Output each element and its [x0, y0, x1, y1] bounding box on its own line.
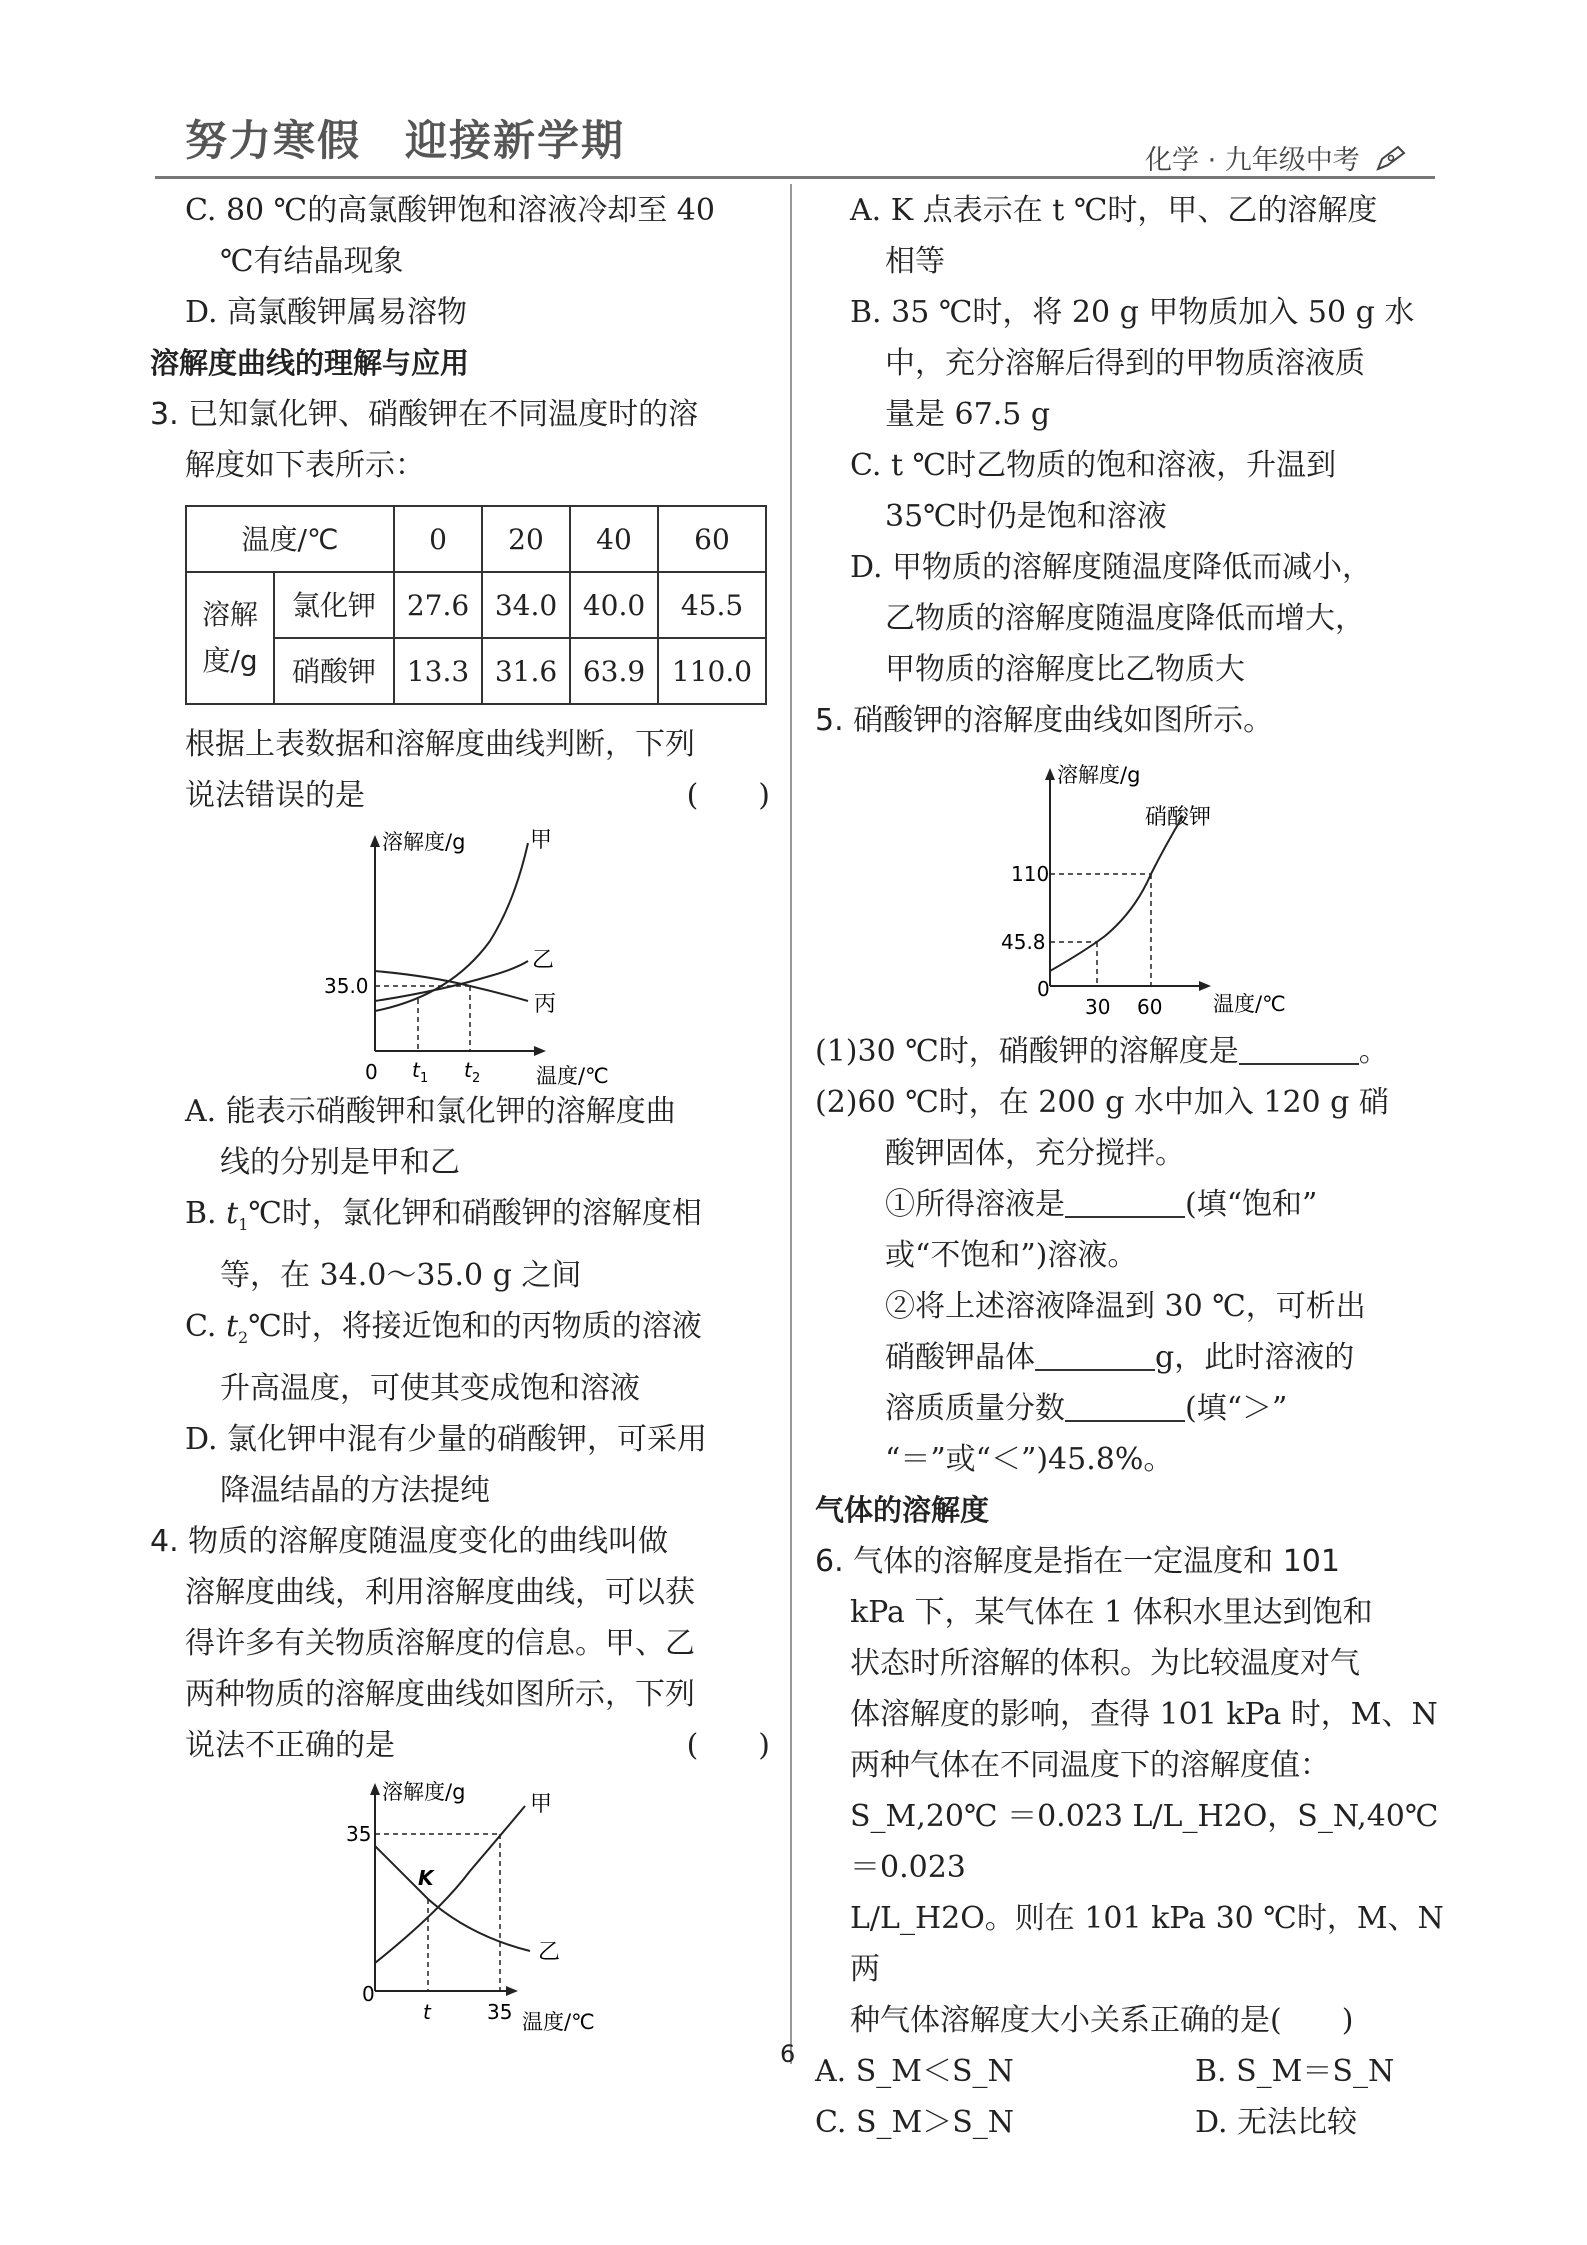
- q2-option-c-line1: C. 80 ℃的高氯酸钾饱和溶液冷却至 40: [185, 193, 715, 228]
- graph1-t1-sub: 1: [420, 1071, 429, 1086]
- answer-paren: ( ): [686, 778, 770, 813]
- q5-part2-line2: 酸钾固体，充分搅拌。: [885, 1136, 1185, 1171]
- q6-option-a: A. S_M＜S_N: [815, 2054, 1014, 2089]
- q3-ask-line1: 根据上表数据和溶解度曲线判断，下列: [185, 727, 695, 762]
- table-temp: 40: [570, 506, 658, 572]
- graph1-t2: t: [464, 1058, 472, 1082]
- q6-option-d: D. 无法比较: [1195, 2105, 1358, 2140]
- q6-options-row1: [815, 2046, 1445, 2097]
- table-row-name: 氯化钾: [274, 572, 394, 638]
- header-divider: [155, 176, 1435, 179]
- table-cell: 45.5: [658, 572, 766, 638]
- q5-part2-line1: (2)60 ℃时，在 200 g 水中加入 120 g 硝: [815, 1085, 1389, 1120]
- graph2-ymark: 35: [346, 1822, 372, 1846]
- q6-option-b: B. S_M＝S_N: [1195, 2054, 1395, 2089]
- table-header-row: [186, 506, 766, 572]
- q4-stem-line1: 4. 物质的溶解度随温度变化的曲线叫做: [150, 1524, 669, 1559]
- q6-line4: 体溶解度的影响，查得 101 kPa 时，M、N: [850, 1697, 1438, 1732]
- graph3-curve-label: 硝酸钾: [1145, 805, 1212, 830]
- graph3-y110: 110: [1011, 862, 1050, 886]
- table-cell: 27.6: [394, 572, 482, 638]
- q5-sub1-line2: 或“不饱和”)溶液。: [885, 1238, 1138, 1273]
- table-row-name: 硝酸钾: [274, 638, 394, 704]
- q5-sub2-line3: 溶质质量分数 (填“＞”: [885, 1391, 1288, 1426]
- q4-stem-line3: 得许多有关物质溶解度的信息。甲、乙: [185, 1626, 695, 1661]
- graph1-ylabel: 溶解度/g: [382, 830, 466, 854]
- graph2-jia: 甲: [530, 1792, 553, 1817]
- q5-sub2-line1: ②将上述溶液降温到 30 ℃，可析出: [885, 1289, 1366, 1324]
- q3-option-b-line1: B. $t_1℃$时，氯化钾和硝酸钾的溶解度相: [185, 1196, 702, 1234]
- q6-line7: L/L_H2O。则在 101 kPa 30 ℃时，M、N 两: [850, 1901, 1444, 1987]
- q5-stem: 5. 硝酸钾的溶解度曲线如图所示。: [815, 703, 1274, 738]
- pen-icon: [1374, 143, 1408, 173]
- q4-option-d-line3: 甲物质的溶解度比乙物质大: [885, 652, 1245, 687]
- q4-stem-line2: 溶解度曲线，利用溶解度曲线，可以获: [185, 1575, 695, 1610]
- header-title: 努力寒假 迎接新学期: [185, 116, 626, 165]
- solubility-graph-2: [150, 1771, 770, 2031]
- q3-option-c-line1: C. $t_2℃$时，将接近饱和的丙物质的溶液: [185, 1309, 702, 1347]
- table-temp: 20: [482, 506, 570, 572]
- q6-line1: 6. 气体的溶解度是指在一定温度和 101: [815, 1544, 1340, 1579]
- q5-sub2-line4: “＝”或“＜”)45.8%。: [885, 1442, 1174, 1477]
- q2-option-c-line2: ℃有结晶现象: [220, 244, 404, 279]
- q4-option-b-line3: 量是 67.5 g: [885, 397, 1051, 432]
- graph3-xlabel: 温度/℃: [1213, 992, 1286, 1016]
- graph1-t2-sub: 2: [472, 1071, 481, 1086]
- q6-line5: 两种气体在不同温度下的溶解度值：: [850, 1748, 1330, 1783]
- table-temp: 0: [394, 506, 482, 572]
- table-cell: 34.0: [482, 572, 570, 638]
- q6-line3: 状态时所溶解的体积。为比较温度对气: [850, 1646, 1360, 1681]
- section-heading-curves: 溶解度曲线的理解与应用: [150, 346, 470, 380]
- graph1-origin: 0: [365, 1060, 378, 1084]
- section-heading-gas: 气体的溶解度: [815, 1493, 990, 1527]
- column-divider: [790, 184, 792, 2064]
- table-row: [186, 572, 766, 638]
- q4-option-b-line1: B. 35 ℃时，将 20 g 甲物质加入 50 g 水: [850, 295, 1415, 330]
- header-subject: [1145, 138, 1408, 177]
- right-column: [815, 185, 1445, 2148]
- q3-stem-line1: 3. 已知氯化钾、硝酸钾在不同温度时的溶: [150, 397, 699, 432]
- q4-option-c-line2: 35℃时仍是饱和溶液: [885, 499, 1167, 534]
- graph1-t1: t: [412, 1058, 420, 1082]
- q6-line6: S_M,20℃ ＝0.023 L/L_H2O，S_N,40℃ ＝0.023: [850, 1799, 1439, 1885]
- table-cell: 110.0: [658, 638, 766, 704]
- q6-options-row2: [815, 2097, 1445, 2148]
- graph1-bing: 丙: [534, 992, 557, 1017]
- answer-blank: [1035, 1339, 1155, 1371]
- q6-line8: 种气体溶解度大小关系正确的是( ): [850, 2003, 1354, 2038]
- graph1-jia: 甲: [530, 828, 553, 853]
- q4-option-a-line1: A. K 点表示在 t ℃时，甲、乙的溶解度: [850, 193, 1378, 228]
- q4-stem-line5: 说法不正确的是 ( ): [150, 1720, 770, 1771]
- q4-option-d-line2: 乙物质的溶解度随温度降低而增大，: [885, 601, 1365, 636]
- solubility-table: [185, 505, 767, 705]
- q3-option-b-line2: 等，在 34.0～35.0 g 之间: [220, 1258, 582, 1293]
- table-cell: 63.9: [570, 638, 658, 704]
- header-subject-text: 化学 · 九年级中考: [1145, 145, 1360, 176]
- q4-option-d-line1: D. 甲物质的溶解度随温度降低而减小，: [850, 550, 1373, 585]
- graph1-xlabel: 温度/℃: [536, 1064, 609, 1086]
- page-number: 6: [780, 2040, 796, 2068]
- answer-blank: [1065, 1186, 1185, 1218]
- q5-sub1-line1: ①所得溶液是 (填“饱和”: [885, 1187, 1318, 1222]
- left-column: [150, 185, 770, 2031]
- q4-option-b-line2: 中，充分溶解后得到的甲物质溶液质: [885, 346, 1365, 381]
- graph2-xlabel: 温度/℃: [522, 2010, 595, 2031]
- graph2-yi: 乙: [538, 1940, 561, 1965]
- graph2-k: K: [418, 1866, 434, 1890]
- q5-part1: (1)30 ℃时，硝酸钾的溶解度是 。: [815, 1034, 1389, 1069]
- solubility-graph-1: [150, 821, 770, 1086]
- table-cell: 40.0: [570, 572, 658, 638]
- graph1-yi: 乙: [532, 948, 555, 973]
- table-row-group: 溶解度/g: [186, 572, 274, 704]
- answer-paren: ( ): [686, 1728, 770, 1763]
- graph3-x60: 60: [1137, 995, 1163, 1019]
- answer-blank: [1239, 1033, 1359, 1065]
- q3-ask-line2: 说法错误的是 ( ): [150, 770, 770, 821]
- graph2-x35: 35: [487, 2000, 513, 2024]
- q2-option-d: D. 高氯酸钾属易溶物: [185, 295, 468, 330]
- graph3-origin: 0: [1037, 977, 1050, 1001]
- q4-option-c-line1: C. t ℃时乙物质的饱和溶液，升温到: [850, 448, 1337, 483]
- graph2-ylabel: 溶解度/g: [382, 1780, 466, 1804]
- q3-option-a-line2: 线的分别是甲和乙: [220, 1145, 460, 1180]
- graph2-xt: t: [423, 2000, 431, 2024]
- table-header-label: 温度/℃: [186, 506, 394, 572]
- table-temp: 60: [658, 506, 766, 572]
- graph3-y458: 45.8: [1001, 930, 1046, 954]
- graph3-ylabel: 溶解度/g: [1057, 763, 1141, 787]
- q3-option-d-line1: D. 氯化钾中混有少量的硝酸钾，可采用: [185, 1422, 708, 1457]
- graph3-x30: 30: [1085, 995, 1111, 1019]
- q5-sub2-line2: 硝酸钾晶体 g，此时溶液的: [885, 1340, 1355, 1375]
- table-cell: 31.6: [482, 638, 570, 704]
- q6-option-c: C. S_M＞S_N: [815, 2105, 1015, 2140]
- solubility-graph-3: [815, 746, 1445, 1026]
- q4-stem-line4: 两种物质的溶解度曲线如图所示，下列: [185, 1677, 695, 1712]
- q3-option-c-line2: 升高温度，可使其变成饱和溶液: [220, 1371, 640, 1406]
- q3-option-a-line1: A. 能表示硝酸钾和氯化钾的溶解度曲: [185, 1094, 676, 1129]
- q3-option-d-line2: 降温结晶的方法提纯: [220, 1473, 490, 1508]
- q4-option-a-line2: 相等: [885, 244, 945, 279]
- graph2-origin: 0: [362, 1982, 375, 2006]
- answer-blank: [1065, 1390, 1185, 1422]
- q3-stem-line2: 解度如下表所示：: [185, 448, 425, 483]
- table-cell: 13.3: [394, 638, 482, 704]
- q6-line2: kPa 下，某气体在 1 体积水里达到饱和: [850, 1595, 1373, 1630]
- graph1-ymark: 35.0: [324, 974, 369, 998]
